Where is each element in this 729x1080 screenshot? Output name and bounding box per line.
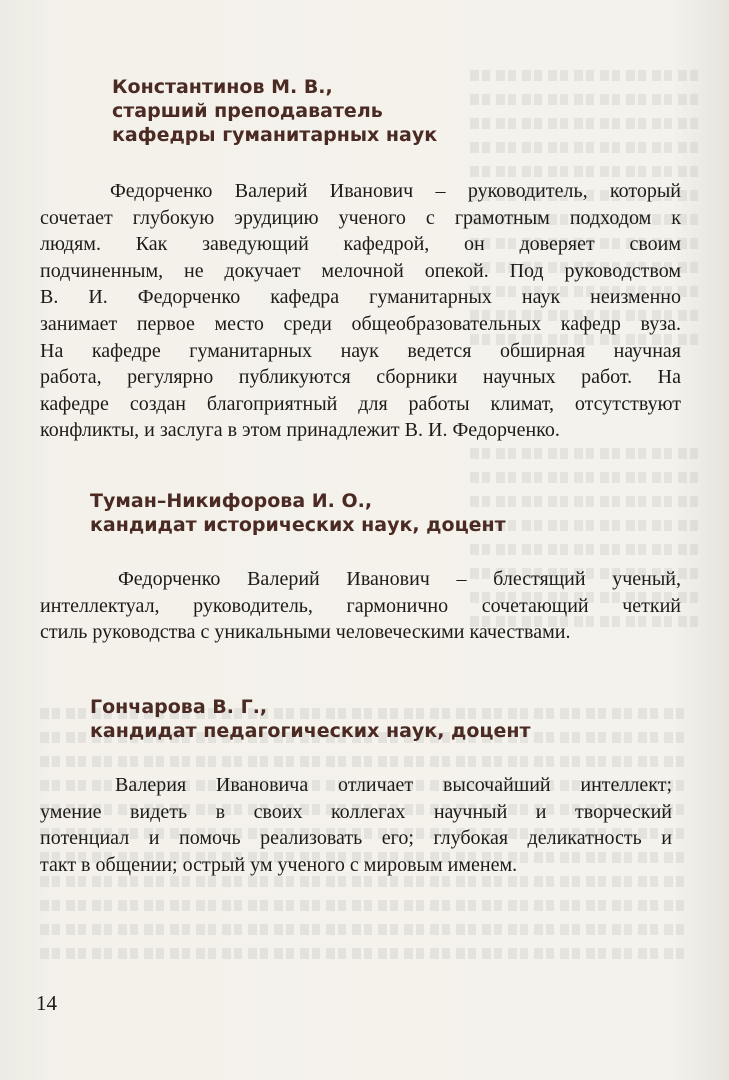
paragraph-line: потенциал и помочь реализовать его; глубокая деликатность и: [40, 827, 672, 850]
author-degree: кандидат исторических наук, доцент: [90, 514, 506, 536]
author-heading: [112, 75, 437, 147]
page-number: 14: [36, 991, 57, 1015]
paragraph-line: стиль руководства с уникальными человеческими качествами.: [40, 621, 571, 644]
author-heading: [90, 489, 506, 537]
paragraph-line: На кафедре гуманитарных наук ведется обширная научная: [40, 339, 681, 362]
author-heading: [90, 695, 531, 743]
testimonial-paragraph: [40, 178, 681, 444]
paragraph-line: конфликты, и заслуга в этом принадлежит В. И. Федорченко.: [40, 419, 560, 442]
paragraph-line: Федорченко Валерий Иванович – блестящий ученый,: [118, 568, 681, 590]
paragraph-line: подчиненным, не докучает мелочной опекой. Под руководством: [40, 259, 681, 282]
paragraph-line: такт в общении; острый ум ученого с мировым именем.: [40, 853, 518, 876]
author-name: Туман–Никифорова И. О.,: [90, 490, 373, 512]
paragraph-line: В. И. Федорченко кафедра гуманитарных наук неизменно: [40, 286, 681, 309]
paragraph-line: работа, регулярно публикуются сборники научных работ. На: [40, 366, 681, 389]
testimonial-paragraph: [40, 566, 681, 646]
paragraph-line: интеллектуал, руководитель, гармонично сочетающий четкий: [40, 594, 681, 617]
author-name: Константинов М. В.,: [112, 76, 333, 98]
paragraph-line: людям. Как заведующий кафедрой, он доверяет своим: [40, 233, 681, 256]
paragraph-line: занимает первое место среди общеобразовательных кафедр вуза.: [40, 312, 681, 335]
paragraph-line: умение видеть в своих коллегах научный и творческий: [40, 800, 672, 823]
testimonial-paragraph: [40, 772, 672, 878]
paragraph-line: Валерия Ивановича отличает высочайший интеллект;: [115, 774, 672, 796]
author-name: Гончарова В. Г.,: [90, 696, 268, 718]
author-department: кафедры гуманитарных наук: [112, 124, 438, 146]
author-degree: кандидат педагогических наук, доцент: [90, 720, 531, 742]
paragraph-line: Федорченко Валерий Иванович – руководитель, который: [110, 180, 681, 202]
paragraph-line: сочетает глубокую эрудицию ученого с грамотным подходом к: [40, 206, 681, 229]
author-position: старший преподаватель: [112, 100, 383, 122]
paragraph-line: кафедре создан благоприятный для работы климат, отсутствуют: [40, 392, 681, 415]
